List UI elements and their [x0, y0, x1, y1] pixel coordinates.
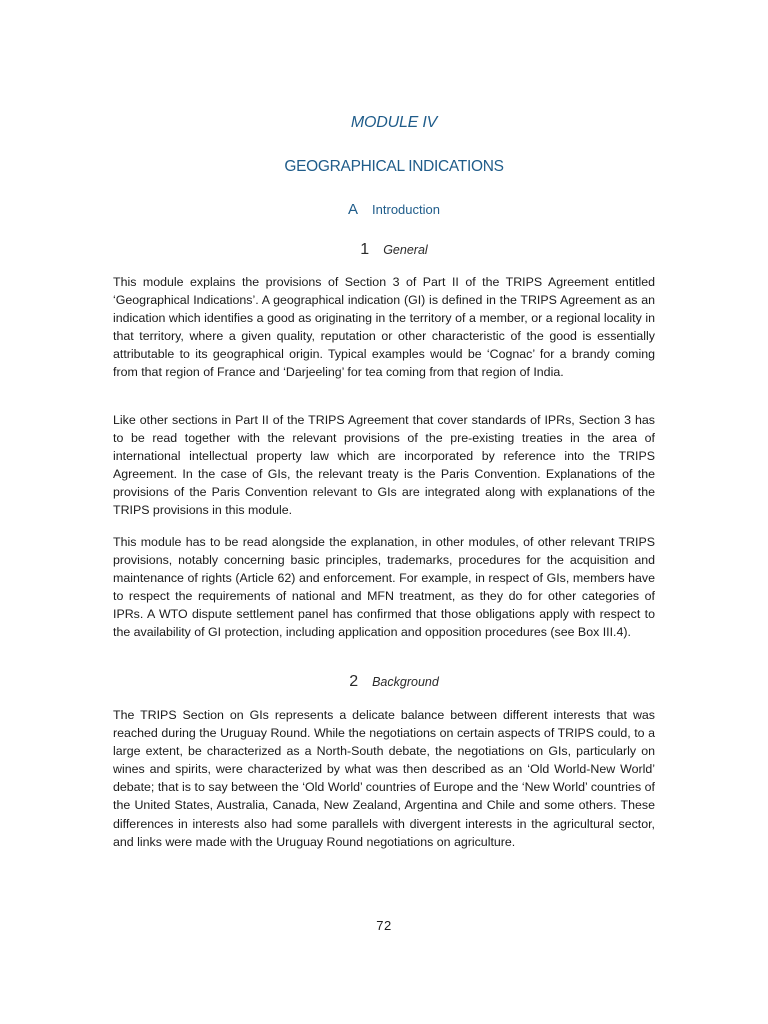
subsection-number: 1: [360, 241, 370, 258]
subsection-label: General: [383, 243, 428, 257]
module-title: MODULE IV: [350, 114, 438, 131]
paragraph-paris-convention: Like other sections in Part II of the TRIPS Agreement that cover standards of IPRs, Section 3 has to be read together with the relevant provisions of the pre-existing treaties in the area of international intellectual property law which are incorporated by reference into the TRIPS Agreement. In the case of GIs, the relevant treaty is the Paris Convention. Explanations of the provisions of the Paris Convention relevant to GIs are integrated along with explanations of the TRIPS provisions in this module.: [113, 413, 655, 518]
section-heading-introduction: [0, 201, 768, 219]
paragraph-gi-definition: This module explains the provisions of Section 3 of Part II of the TRIPS Agreement entitled ‘Geographical Indications’. A geographical indication (GI) is defined in the TRIPS Agreement as an indication which identifies a good as originating in the territory of a member, or a regional locality in that territory, where a given quality, reputation or other characteristic of the good is essentially attributable to its geographical origin. Typical examples would be ‘Cognac’ for a brandy coming from that region of France and ‘Darjeeling’ for tea coming from that region of India.: [113, 275, 655, 380]
section-letter: A: [348, 201, 359, 218]
paragraph-related-provisions: This module has to be read alongside the explanation, in other modules, of other relevant TRIPS provisions, notably concerning basic principles, trademarks, procedures for the acquisition and maintenance of rights (Article 62) and enforcement. For example, in respect of GIs, members have to respect the requirements of national and MFN treatment, as they do for other categories of IPRs. A WTO dispute settlement panel has confirmed that those obligations apply with respect to the availability of GI protection, including application and opposition procedures (see Box III.4).: [113, 535, 655, 640]
chapter-title: GEOGRAPHICAL INDICATIONS: [284, 158, 504, 175]
subsection-number: 2: [349, 673, 359, 690]
page-number: 72: [376, 918, 392, 933]
subsection-heading-general: [0, 241, 768, 259]
subsection-heading-background: [0, 673, 768, 691]
paragraph-uruguay-round: The TRIPS Section on GIs represents a delicate balance between different interests that was reached during the Uruguay Round. While the negotiations on certain aspects of TRIPS could, to a large extent, be characterized as a North-South debate, the negotiations on GIs, particularly on wines and spirits, were characterized by what was then described as an ‘Old World-New World’ debate; that is to say between the ‘Old World’ countries of Europe and the ‘New World’ countries of the United States, Australia, Canada, New Zealand, Argentina and Chile and some others. These differences in interests also had some parallels with divergent interests in the agricultural sector, and links were made with the Uruguay Round negotiations on agriculture.: [113, 708, 655, 849]
section-label: Introduction: [372, 202, 440, 217]
subsection-label: Background: [372, 675, 439, 689]
